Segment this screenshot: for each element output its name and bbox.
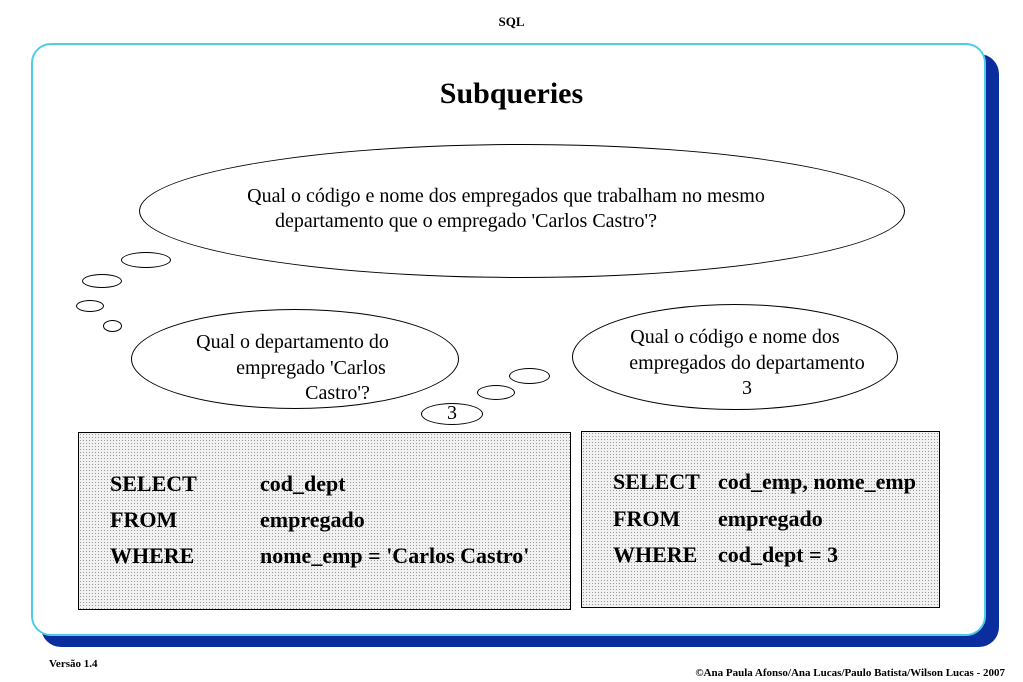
subquery-question-line-2: empregado 'Carlos: [236, 357, 386, 379]
thought-dot: [103, 320, 122, 332]
outer-question-line-3: 3: [742, 377, 752, 399]
slide-title: Subqueries: [439, 77, 584, 110]
outer-question-line-2: empregados do departamento: [629, 352, 865, 374]
thought-dot: [76, 300, 104, 312]
outer-from-keyword: FROM: [613, 506, 681, 531]
subquery-question-line-3: Castro'?: [305, 382, 370, 404]
outer-select-value: cod_emp, nome_emp: [718, 469, 916, 494]
copyright-label: ©Ana Paula Afonso/Ana Lucas/Paulo Batista/Wilson Lucas - 2007: [695, 667, 1005, 679]
inner-from-keyword: FROM: [110, 507, 178, 532]
inner-where-value: nome_emp = 'Carlos Castro': [260, 543, 530, 568]
outer-where-keyword: WHERE: [613, 542, 698, 567]
thought-dot: [82, 274, 122, 288]
main-question-line-2: departamento que o empregado 'Carlos Castro'?: [274, 210, 658, 232]
inner-select-value: cod_dept: [260, 471, 346, 496]
header-title: SQL: [498, 14, 525, 29]
outer-question-line-1: Qual o código e nome dos: [630, 326, 840, 348]
thought-dot: [509, 368, 550, 384]
inner-select-keyword: SELECT: [110, 471, 197, 496]
outer-where-value: cod_dept = 3: [718, 542, 839, 567]
thought-dot: [121, 252, 171, 268]
inner-from-value: empregado: [260, 507, 365, 532]
outer-select-keyword: SELECT: [613, 469, 700, 494]
thought-dot: [477, 385, 515, 400]
inner-where-keyword: WHERE: [110, 543, 195, 568]
outer-from-value: empregado: [718, 506, 823, 531]
version-label: Versão 1.4: [49, 658, 98, 670]
subquery-question-line-1: Qual o departamento do: [196, 331, 389, 353]
result-value: 3: [447, 402, 457, 424]
main-question-line-1: Qual o código e nome dos empregados que trabalham no mesmo: [247, 185, 765, 207]
